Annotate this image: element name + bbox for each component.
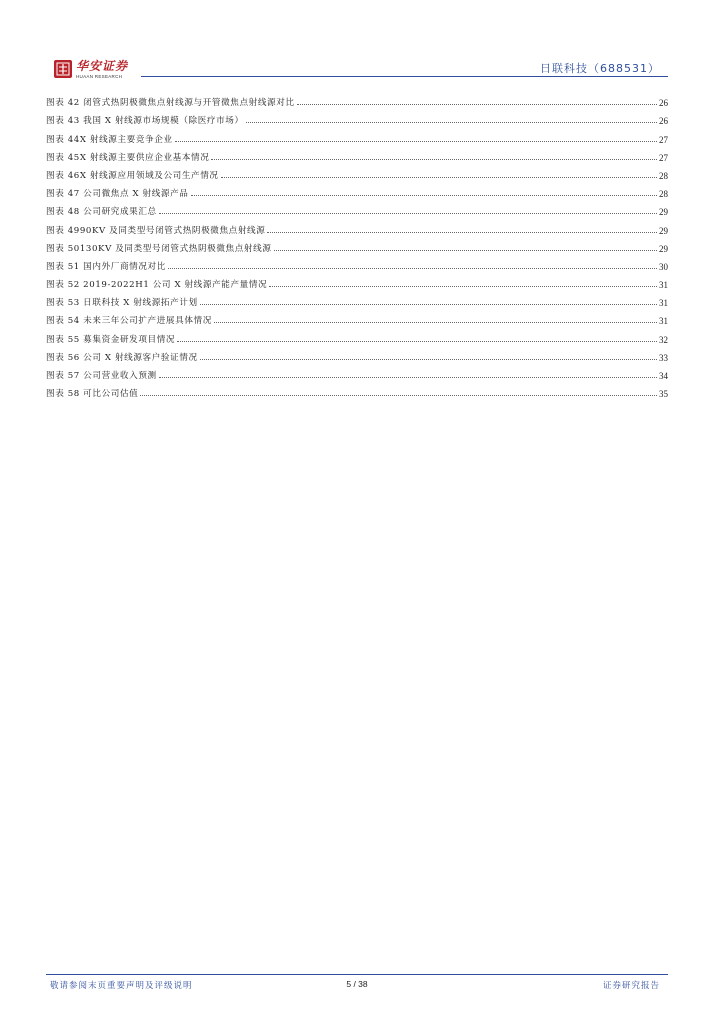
huaan-logo-icon [54, 60, 72, 78]
toc-entry-title: 图表 42 闭管式热阴极微焦点射线源与开管微焦点射线源对比 [46, 98, 295, 109]
toc-dot-leader [159, 212, 657, 214]
toc-dot-leader [200, 358, 657, 360]
toc-entry-page: 35 [659, 389, 668, 400]
toc-entry[interactable] [46, 145, 668, 163]
toc-entry-title: 图表 46X 射线源应用领域及公司生产情况 [46, 170, 219, 181]
toc-entry[interactable] [46, 345, 668, 363]
toc-dot-leader [214, 321, 657, 323]
toc-dot-leader [200, 303, 657, 305]
logo-english-name: HUAAN RESEARCH [76, 74, 123, 79]
toc-dot-leader [274, 249, 657, 251]
toc-entry-title: 图表 54 未来三年公司扩产进展具体情况 [46, 316, 212, 327]
toc-entry-page: 31 [659, 316, 668, 327]
report-type: 证券研究报告 [602, 981, 660, 991]
toc-entry[interactable] [46, 217, 668, 235]
toc-entry-page: 29 [659, 225, 668, 236]
toc-entry[interactable] [46, 199, 668, 217]
toc-dot-leader [175, 140, 657, 142]
toc-dot-leader [168, 267, 657, 269]
toc-entry-page: 27 [659, 152, 668, 163]
toc-entry-title: 图表 56 公司 X 射线源客户验证情况 [46, 352, 198, 363]
toc-entry[interactable] [46, 254, 668, 272]
toc-entry[interactable] [46, 236, 668, 254]
toc-entry-title: 图表 52 2019-2022H1 公司 X 射线源产能产量情况 [46, 280, 268, 291]
toc-entry-page: 29 [659, 243, 668, 254]
toc-entry[interactable] [46, 181, 668, 199]
toc-entry-title: 图表 53 日联科技 X 射线源拓产计划 [46, 298, 198, 309]
toc-entry[interactable] [46, 326, 668, 344]
toc-entry-title: 图表 4990KV 及同类型号闭管式热阴极微焦点射线源 [46, 225, 266, 236]
toc-entry[interactable] [46, 363, 668, 381]
toc-entry[interactable] [46, 90, 668, 108]
toc-entry-page: 29 [659, 207, 668, 218]
toc-dot-leader [246, 121, 657, 123]
toc-entry-page: 33 [659, 352, 668, 363]
toc-entry[interactable] [46, 308, 668, 326]
toc-entry-page: 31 [659, 298, 668, 309]
footer-divider [46, 974, 668, 975]
toc-entry[interactable] [46, 272, 668, 290]
toc-entry-title: 图表 47 公司微焦点 X 射线源产品 [46, 189, 189, 200]
toc-entry-page: 26 [659, 116, 668, 127]
toc-entry[interactable] [46, 290, 668, 308]
toc-dot-leader [191, 194, 657, 196]
toc-entry-title: 图表 51 国内外厂商情况对比 [46, 261, 166, 272]
toc-entry-page: 34 [659, 371, 668, 381]
company-ticker: 日联科技（688531） [540, 62, 660, 75]
toc-dot-leader [211, 158, 657, 160]
toc-dot-leader [297, 103, 657, 105]
toc-entry[interactable] [46, 126, 668, 144]
toc-entry[interactable] [46, 163, 668, 181]
toc-entry[interactable] [46, 108, 668, 126]
page-header [46, 56, 668, 82]
disclaimer-note: 敬请参阅末页重要声明及评级说明 [50, 981, 193, 991]
toc-entry-title: 图表 58 可比公司估值 [46, 389, 139, 400]
toc-entry-page: 28 [659, 189, 668, 200]
toc-entry-title: 图表 57 公司营业收入预测 [46, 371, 157, 381]
toc-entry-title: 图表 44X 射线源主要竞争企业 [46, 134, 173, 145]
chart-index-list [46, 90, 668, 399]
toc-entry-page: 26 [659, 98, 668, 109]
toc-dot-leader [269, 285, 657, 287]
page-footer [46, 974, 668, 994]
toc-entry-page: 31 [659, 280, 668, 291]
header-divider [141, 76, 668, 77]
toc-dot-leader [267, 231, 657, 233]
logo-chinese-name: 华安证券 [76, 59, 129, 73]
toc-entry[interactable] [46, 381, 668, 399]
toc-dot-leader [140, 394, 657, 396]
toc-entry-title: 图表 55 募集资金研发项目情况 [46, 334, 176, 345]
company-logo [54, 60, 128, 79]
toc-entry-title: 图表 48 公司研究成果汇总 [46, 207, 157, 218]
toc-entry-title: 图表 45X 射线源主要供应企业基本情况 [46, 152, 210, 163]
toc-entry-page: 27 [659, 134, 668, 145]
toc-entry-page: 28 [659, 170, 668, 181]
toc-entry-title: 图表 43 我国 X 射线源市场规模（除医疗市场） [46, 116, 244, 127]
toc-dot-leader [159, 376, 657, 378]
toc-entry-title: 图表 50130KV 及同类型号闭管式热阴极微焦点射线源 [46, 243, 272, 254]
toc-entry-page: 32 [659, 334, 668, 345]
toc-dot-leader [221, 176, 657, 178]
toc-dot-leader [177, 340, 657, 342]
page-number: 5 / 38 [346, 979, 368, 989]
toc-entry-page: 30 [659, 261, 668, 272]
